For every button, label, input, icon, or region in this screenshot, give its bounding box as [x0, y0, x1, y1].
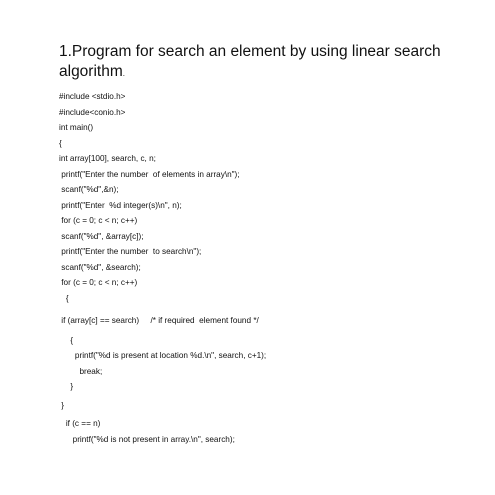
code-line: { — [59, 138, 62, 148]
code-line: int array[100], search, c, n; — [59, 154, 156, 163]
code-line: { — [59, 335, 74, 345]
code-line: } — [59, 382, 74, 391]
code-line: { — [59, 293, 69, 303]
code-line: #include<conio.h> — [59, 107, 126, 117]
title-line-2-dot: . — [122, 69, 125, 78]
code-line: printf("Enter the number to search\n"); — [59, 247, 202, 256]
code-line: printf("%d is not present in array.\n", search); — [59, 434, 235, 444]
code-line: printf("%d is present at location %d.\n", search, c+1); — [59, 351, 267, 360]
code-line: if (array[c] == search) /* if required element found */ — [59, 316, 259, 325]
document-title — [59, 42, 459, 84]
title-line-1: 1.Program for search an element by using linear search — [59, 43, 441, 60]
code-line: for (c = 0; c < n; c++) — [59, 216, 138, 225]
code-line: if (c == n) — [59, 419, 101, 428]
code-line: for (c = 0; c < n; c++) — [59, 278, 138, 287]
code-line: #include <stdio.h> — [59, 92, 126, 101]
code-line: printf("Enter %d integer(s)\n", n); — [59, 200, 182, 210]
code-line: int main() — [59, 123, 94, 132]
code-line: scanf("%d",&n); — [59, 185, 119, 194]
code-line: printf("Enter the number of elements in array\n"); — [59, 169, 240, 179]
code-line: break; — [59, 366, 103, 376]
code-line: } — [59, 401, 65, 410]
title-line-2: algorithm — [59, 63, 123, 80]
code-line: scanf("%d", &search); — [59, 262, 141, 272]
code-line: scanf("%d", &array[c]); — [59, 231, 144, 241]
